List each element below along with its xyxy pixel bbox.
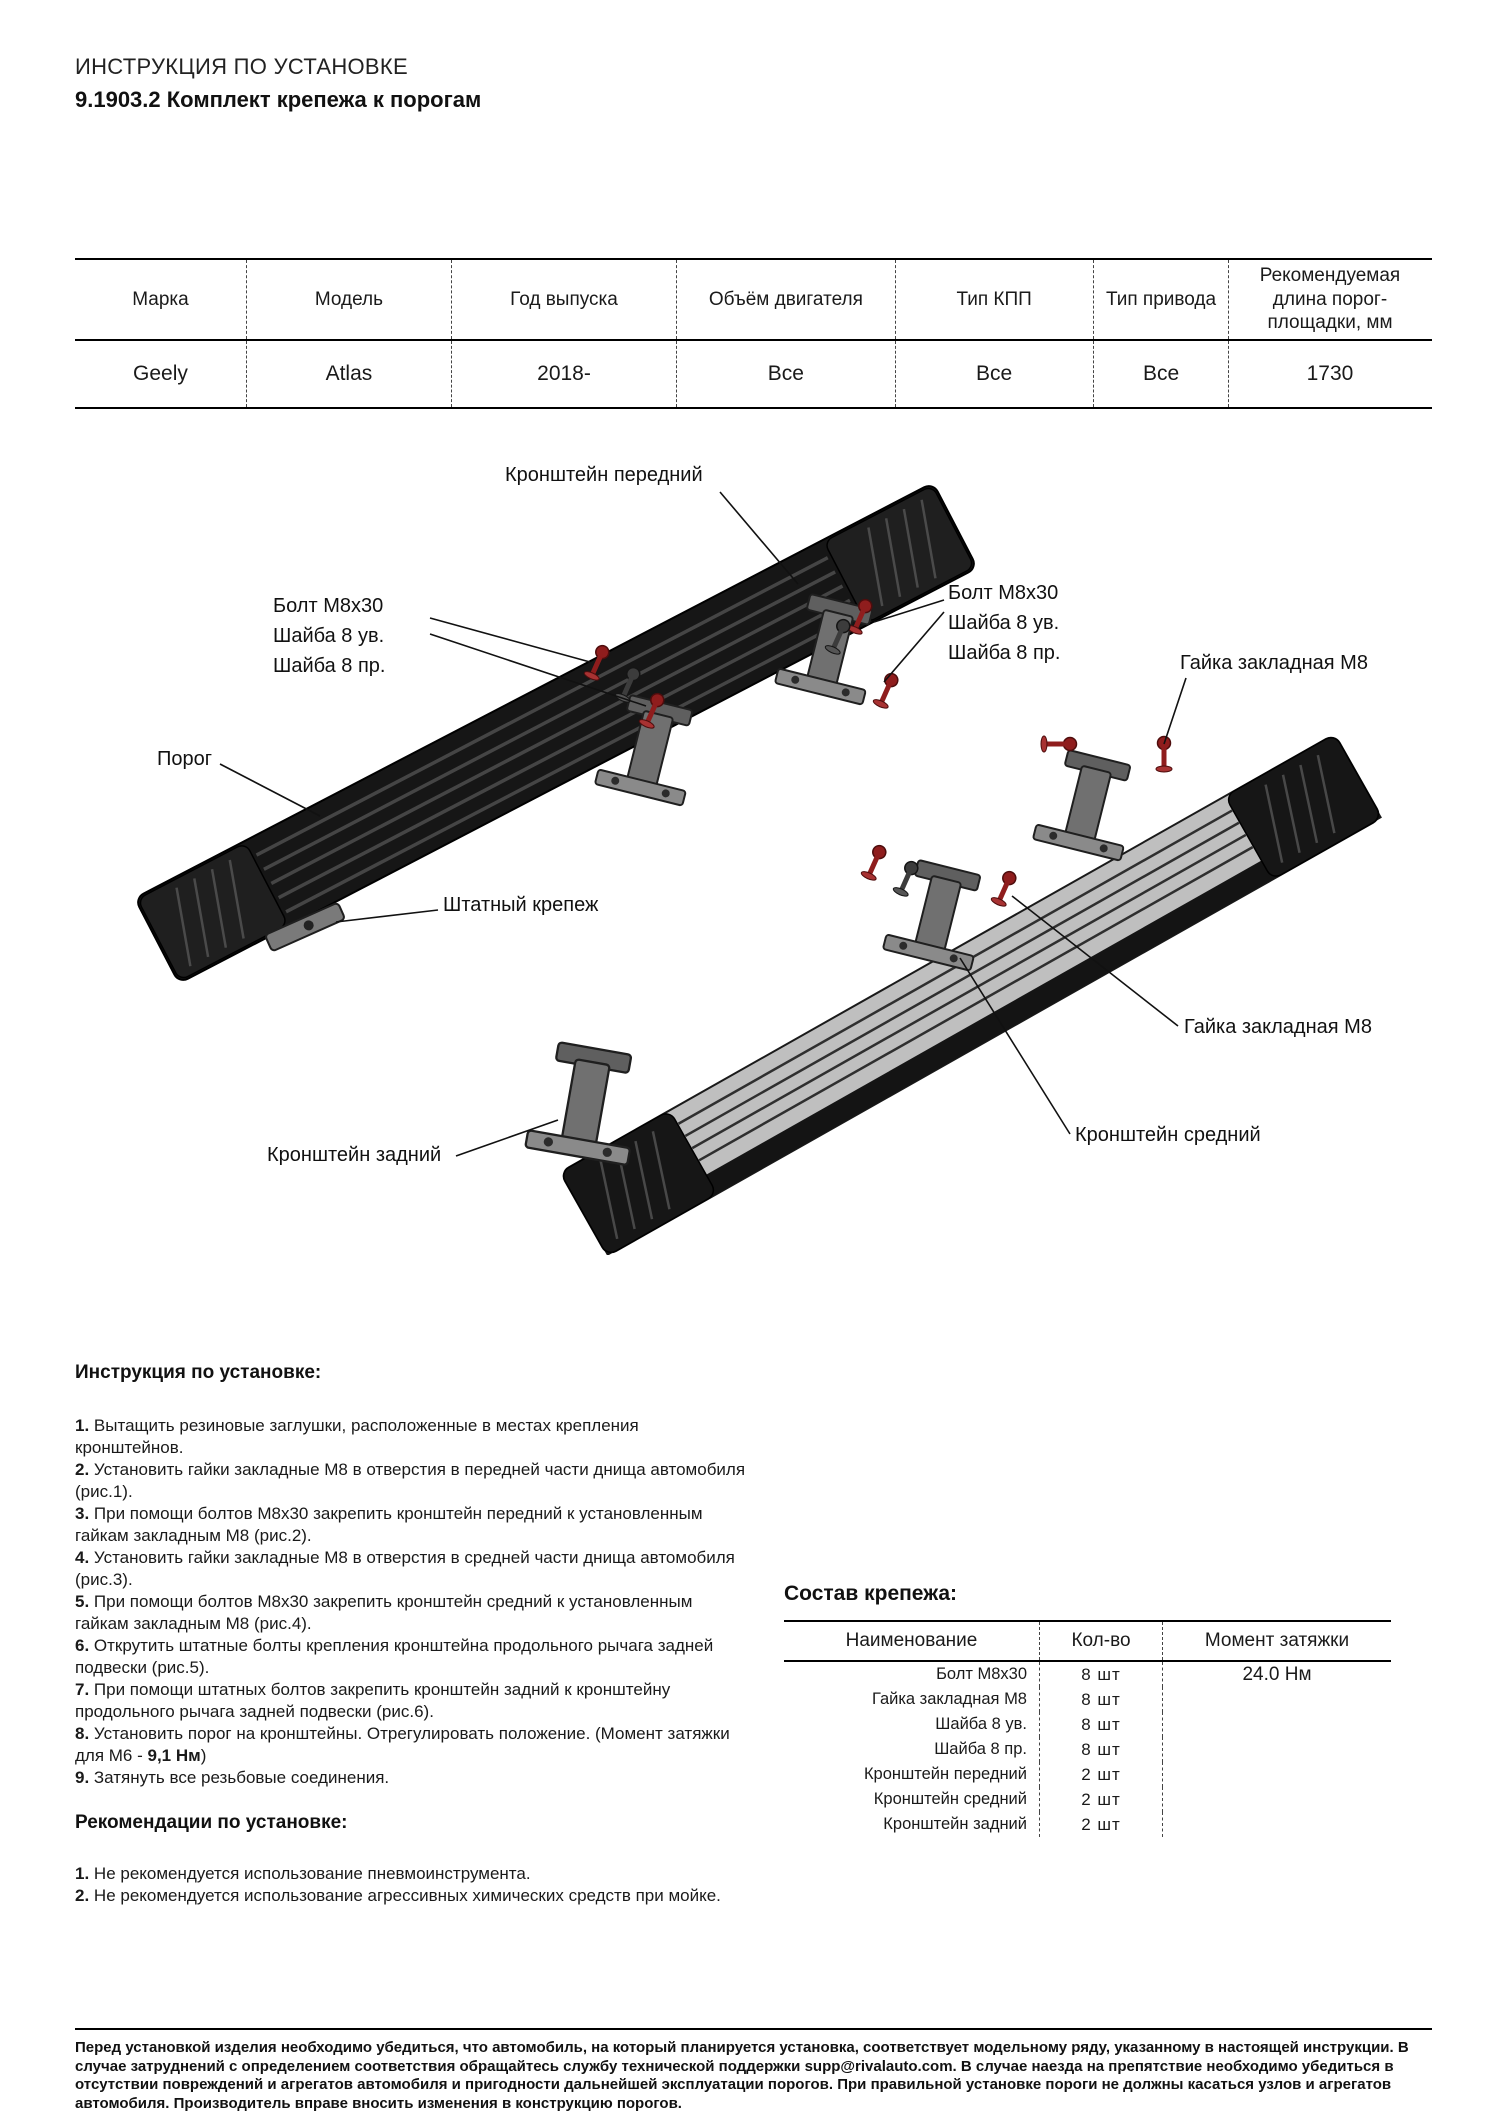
- step-text: Затянуть все резьбовые соединения.: [89, 1768, 390, 1787]
- step-text: При помощи болтов М8х30 закрепить кронштейн передний к установленным гайкам закладным М8 (рис.2).: [75, 1504, 703, 1545]
- instruction-step: [75, 1415, 747, 1459]
- spec-header-gearbox: Тип КПП: [895, 260, 1093, 339]
- recommendation-item: [75, 1863, 747, 1885]
- label-washer-spring: Шайба 8 пр.: [948, 642, 1061, 664]
- step-number: 4.: [75, 1548, 90, 1567]
- recommendations-title: Рекомендации по установке:: [75, 1812, 348, 1833]
- diagram-canvas: [0, 460, 1500, 1255]
- kit-item-name: Болт М8х30: [936, 1665, 1027, 1683]
- kit-item-name: Кронштейн передний: [863, 1765, 1027, 1783]
- rec-text: Не рекомендуется использование агрессивных химических средств при мойке.: [89, 1886, 721, 1905]
- spec-value-engine: Все: [676, 341, 894, 407]
- recommendations-items: [75, 1863, 747, 1907]
- legal-footer-text: Перед установкой изделия необходимо убедиться, что автомобиль, на который планируется установка, соответствует модельному ряду, указанному в настоящей инструкции. В случае затруднений с определением соответствия обращайтесь службу технической поддержки supp@rivalauto.com. В случае наезда на препятствие необходимо убедиться в отсутствии повреждений и агрегатов автомобиля и пригодности дальнейшей эксплуатации порогов. При правильной установке пороги не должны касаться узлов и агрегатов автомобиля. Производитель вправе вносить изменения в конструкцию порогов.: [75, 2039, 1409, 2112]
- label-washer-spring: Шайба 8 пр.: [273, 655, 386, 677]
- label-nut-bottom: Гайка закладная М8: [1184, 1016, 1372, 1038]
- kit-row: [784, 1812, 1391, 1837]
- spec-header-drive: Тип привода: [1093, 260, 1229, 339]
- kit-row: [784, 1787, 1391, 1812]
- label-middle-bracket: Кронштейн средний: [1075, 1124, 1261, 1146]
- running-board-bottom: [560, 734, 1382, 1255]
- step-text: При помощи штатных болтов закрепить кронштейн задний к кронштейну продольного рычага задней подвески (рис.6).: [75, 1680, 671, 1721]
- legal-footer: [75, 2028, 1432, 2113]
- step-number: 2.: [75, 1460, 90, 1479]
- instruction-step: [75, 1503, 747, 1547]
- kit-torque-value: 24.0 Нм: [1162, 1662, 1391, 1687]
- spec-header-engine: Объём двигателя: [676, 260, 894, 339]
- assembly-diagram: [0, 460, 1500, 1255]
- kit-item-qty: 2 шт: [1039, 1762, 1162, 1787]
- spec-header-year: Год выпуска: [451, 260, 676, 339]
- spec-header-model: Модель: [246, 260, 451, 339]
- step-number: 6.: [75, 1636, 90, 1655]
- step-number: 9.: [75, 1768, 90, 1787]
- kit-row: [784, 1687, 1391, 1712]
- spec-value-brand: Geely: [133, 362, 188, 385]
- kit-item-qty: 8 шт: [1039, 1662, 1162, 1687]
- kit-item-name: Шайба 8 ув.: [935, 1715, 1027, 1733]
- instruction-step: [75, 1723, 747, 1767]
- step-number: 5.: [75, 1592, 90, 1611]
- kit-torque-empty: [1162, 1737, 1391, 1762]
- label-bolt-group-left: [273, 591, 386, 681]
- label-rear-bracket: Кронштейн задний: [267, 1144, 442, 1166]
- kit-item-qty: 2 шт: [1039, 1812, 1162, 1837]
- spec-header-length: Рекомендуемая длина порог-площадки, мм: [1228, 260, 1430, 339]
- kit-item-name: Кронштейн средний: [873, 1790, 1027, 1808]
- step-text: При помощи болтов М8х30 закрепить кронштейн средний к установленным гайкам закладным М8 (рис.4).: [75, 1592, 693, 1633]
- step-number: 8.: [75, 1724, 90, 1743]
- kit-header-name: Наименование: [845, 1630, 978, 1651]
- step-text: Открутить штатные болты крепления кронштейна продольного рычага задней подвески (рис.5).: [75, 1636, 714, 1677]
- kit-row: [784, 1712, 1391, 1737]
- kit-torque-empty: [1162, 1712, 1391, 1737]
- kit-torque-empty: [1162, 1812, 1391, 1837]
- spec-value-length: 1730: [1228, 341, 1430, 407]
- label-bolt: Болт М8х30: [273, 595, 384, 617]
- label-front-bracket: Кронштейн передний: [505, 464, 703, 486]
- instructions-steps: [75, 1415, 747, 1789]
- step-number: 7.: [75, 1680, 90, 1699]
- kit-title: Состав крепежа:: [784, 1582, 958, 1605]
- kit-header-torque: Момент затяжки: [1162, 1622, 1391, 1660]
- label-nut-top: Гайка закладная М8: [1180, 652, 1368, 674]
- kit-row: [784, 1662, 1391, 1687]
- kit-item-qty: 8 шт: [1039, 1687, 1162, 1712]
- vehicle-spec-table: [75, 258, 1432, 409]
- kit-torque-empty: [1162, 1687, 1391, 1712]
- doc-header: [75, 54, 481, 113]
- instruction-step: [75, 1635, 747, 1679]
- kit-row: [784, 1737, 1391, 1762]
- instruction-step: [75, 1591, 747, 1635]
- step-torque-bold: 9,1 Нм: [147, 1746, 201, 1765]
- label-sill: Порог: [157, 748, 213, 770]
- spec-data-row: [75, 341, 1432, 409]
- step-text: Установить гайки закладные М8 в отверстия в средней части днища автомобиля (рис.3).: [75, 1548, 735, 1589]
- label-oem-fastener: Штатный крепеж: [443, 894, 599, 916]
- spec-value-gearbox: Все: [895, 341, 1093, 407]
- installation-recommendations: [75, 1812, 747, 1907]
- kit-item-qty: 8 шт: [1039, 1712, 1162, 1737]
- kit-torque-empty: [1162, 1787, 1391, 1812]
- step-text-tail: ): [200, 1746, 207, 1765]
- step-number: 3.: [75, 1504, 90, 1523]
- instruction-step: [75, 1679, 747, 1723]
- spec-value-year: 2018-: [451, 341, 676, 407]
- instruction-step: [75, 1459, 747, 1503]
- kit-table: [784, 1620, 1391, 1837]
- spec-value-drive: Все: [1093, 341, 1229, 407]
- recommendation-item: [75, 1885, 747, 1907]
- kit-row: [784, 1762, 1391, 1787]
- kit-torque-empty: [1162, 1762, 1391, 1787]
- doc-subtitle: 9.1903.2 Комплект крепежа к порогам: [75, 87, 482, 112]
- kit-item-qty: 2 шт: [1039, 1787, 1162, 1812]
- rec-number: 1.: [75, 1864, 90, 1883]
- instruction-step: [75, 1767, 747, 1789]
- kit-item-name: Шайба 8 пр.: [934, 1740, 1027, 1758]
- step-number: 1.: [75, 1416, 90, 1435]
- kit-header-qty: Кол-во: [1039, 1622, 1162, 1660]
- middle-bracket-part: [1033, 747, 1143, 861]
- spec-header-row: [75, 258, 1432, 341]
- kit-header-row: [784, 1620, 1391, 1662]
- step-text: Вытащить резиновые заглушки, расположенные в местах крепления кронштейнов.: [75, 1416, 639, 1457]
- kit-item-name: Гайка закладная М8: [871, 1690, 1027, 1708]
- spec-header-brand: Марка: [132, 288, 189, 310]
- kit-item-qty: 8 шт: [1039, 1737, 1162, 1762]
- label-bolt-group-right: [948, 578, 1061, 668]
- label-bolt: Болт М8х30: [948, 582, 1059, 604]
- spec-value-model: Atlas: [246, 341, 451, 407]
- kit-item-name: Кронштейн задний: [883, 1815, 1027, 1833]
- step-text: Установить гайки закладные М8 в отверстия в передней части днища автомобиля (рис.1).: [75, 1460, 746, 1501]
- rec-text: Не рекомендуется использование пневмоинструмента.: [89, 1864, 531, 1883]
- kit-contents: [784, 1582, 1391, 1837]
- installation-instructions: [75, 1362, 747, 1789]
- label-washer-large: Шайба 8 ув.: [273, 625, 385, 647]
- instructions-title: Инструкция по установке:: [75, 1362, 322, 1383]
- step-text: Установить порог на кронштейны. Отрегулировать положение. (Момент затяжки для М6 -: [75, 1724, 730, 1765]
- rec-number: 2.: [75, 1886, 90, 1905]
- doc-title: ИНСТРУКЦИЯ ПО УСТАНОВКЕ: [75, 54, 408, 79]
- instruction-step: [75, 1547, 747, 1591]
- label-washer-large: Шайба 8 ув.: [948, 612, 1060, 634]
